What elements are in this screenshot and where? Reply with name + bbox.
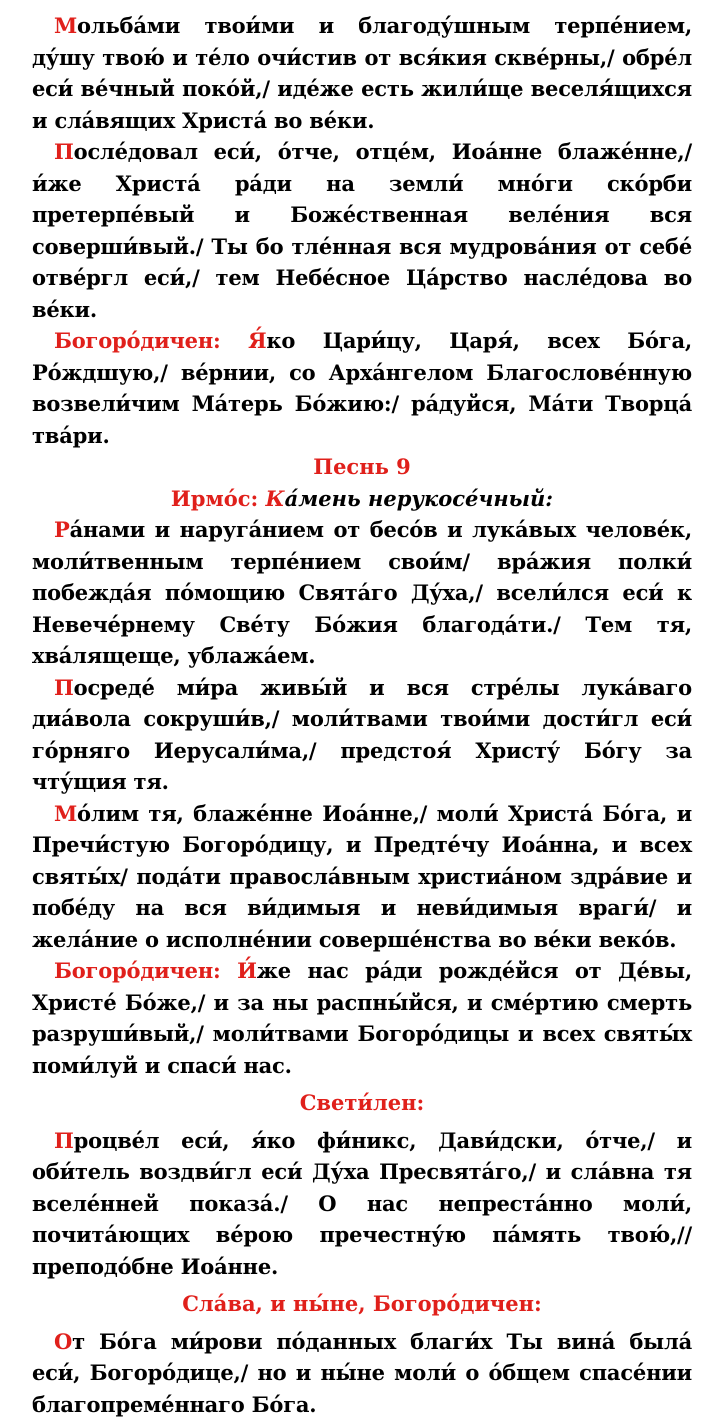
svetilen-text: роцве́л еси́, я́ко фи́никс, Дави́дски, о́тче,/ и оби́тель воздви́гл еси́ Ду́ха Пресвята́го,/ и сла́вна тя вселе́нней показа́./ О нас непреста́нно моли́, почита́ющих ве́рою пречестну́ю па́мять твою́,// преподо́бне Иоа́нне. [32,1128,692,1279]
red-initial: П [54,1128,74,1153]
red-initial: М [54,801,77,826]
troparion-4 [32,672,692,798]
red-initial: П [54,675,74,700]
red-initial: К [266,486,285,511]
theotokion-text: же нас ра́ди рожде́йся от Де́вы, Христе́ Бо́же,/ и за ны распны́йся, и сме́ртию смерть разруши́вый,/ моли́твами Богоро́дицы и всех святы́х поми́луй и спаси́ нас. [32,958,692,1078]
troparion-2 [32,136,692,325]
svetilen-text-block [32,1125,692,1283]
troparion-text: ольба́ми твои́ми и благоду́шным терпе́нием, ду́шу твою́ и те́ло очи́стив от вся́кия скве́рны,/ обре́л еси́ ве́чный поко́й,/ иде́же есть жили́ще веселя́щихся и сла́вящих Христа́ во ве́ки. [32,13,692,133]
troparion-text: осле́довал еси́, о́тче, отце́м, Иоа́нне блаже́нне,/ и́же Христа́ ра́ди на земли́ мно́ги ско́рби претерпе́вый и Боже́ственная веле́ния вся соверши́вый./ Ты бо тле́нная вся мудрова́ния от себе́ отве́ргл еси́,/ тем Небе́сное Ца́рство насле́дова во ве́ки. [32,139,692,322]
troparion-1 [32,10,692,136]
red-initial: М [54,13,77,38]
theotokion-label: Богоро́дичен: И́ [54,958,257,983]
irmos-text: а́мень нерукосе́чный: [285,486,553,511]
theotokion-text: ко Цари́цу, Царя́, всех Бо́га, Ро́ждшую,/ ве́рнии, со Арха́нгелом Благослове́нную возвели́чим Ма́терь Бо́жию:/ ра́дуйся, Ма́ти Творца́ тва́ри. [32,328,692,448]
troparion-5 [32,798,692,956]
red-initial: П [54,139,74,164]
troparion-text: о́лим тя, блаже́нне Иоа́нне,/ моли́ Христа́ Бо́га, и Пречи́стую Богоро́дицу, и Предте́чу Иоа́нна, и всех святы́х/ пода́ти правосла́вным христиа́ном здра́вие и побе́ду на вся ви́димыя и неви́димыя враги́/ и жела́ние о исполне́нии соверше́нства во ве́ки веко́в. [32,801,692,952]
irmos-line [32,483,692,515]
troparion-text: а́нами и наруга́нием от бесо́в и лука́вых челове́к, моли́твенным терпе́нием свои́м/ вра́жия полки́ побежда́я по́мощию Свята́го Ду́ха,/ всели́лся еси́ к Невече́рнему Све́ту Бо́жия благода́ти./ Тем тя, хва́лящеще, ублажа́ем. [32,517,692,668]
red-initial: Р [54,517,70,542]
red-initial: О [54,1329,72,1354]
irmos-label: Ирмо́с: [171,486,258,511]
svetilen-heading: Свети́лен: [32,1087,692,1119]
slava-heading: Сла́ва, и ны́не, Богоро́дичен: [32,1288,692,1320]
theotokion-2 [32,955,692,1081]
theotokion-text: т Бо́га ми́рови по́данных благи́х Ты вина́ была́ еси́, Богоро́дице,/ но и ны́не моли́ о о́бщем спасе́нии благопреме́ннаго Бо́га. [32,1329,692,1417]
theotokion-1 [32,325,692,451]
song-9-heading: Песнь 9 [32,451,692,483]
troparion-text: осреде́ ми́ра живы́й и вся стре́лы лука́ваго диа́вола сокруши́в,/ моли́твами твои́ми дости́гл еси́ го́рняго Иерусали́ма,/ предстоя́ Христу́ Бо́гу за чту́щия тя. [32,675,692,795]
troparion-3 [32,514,692,672]
theotokion-label: Богоро́дичен: Я́ [54,328,266,353]
theotokion-3 [32,1326,692,1420]
irmos-incipit [266,486,554,511]
